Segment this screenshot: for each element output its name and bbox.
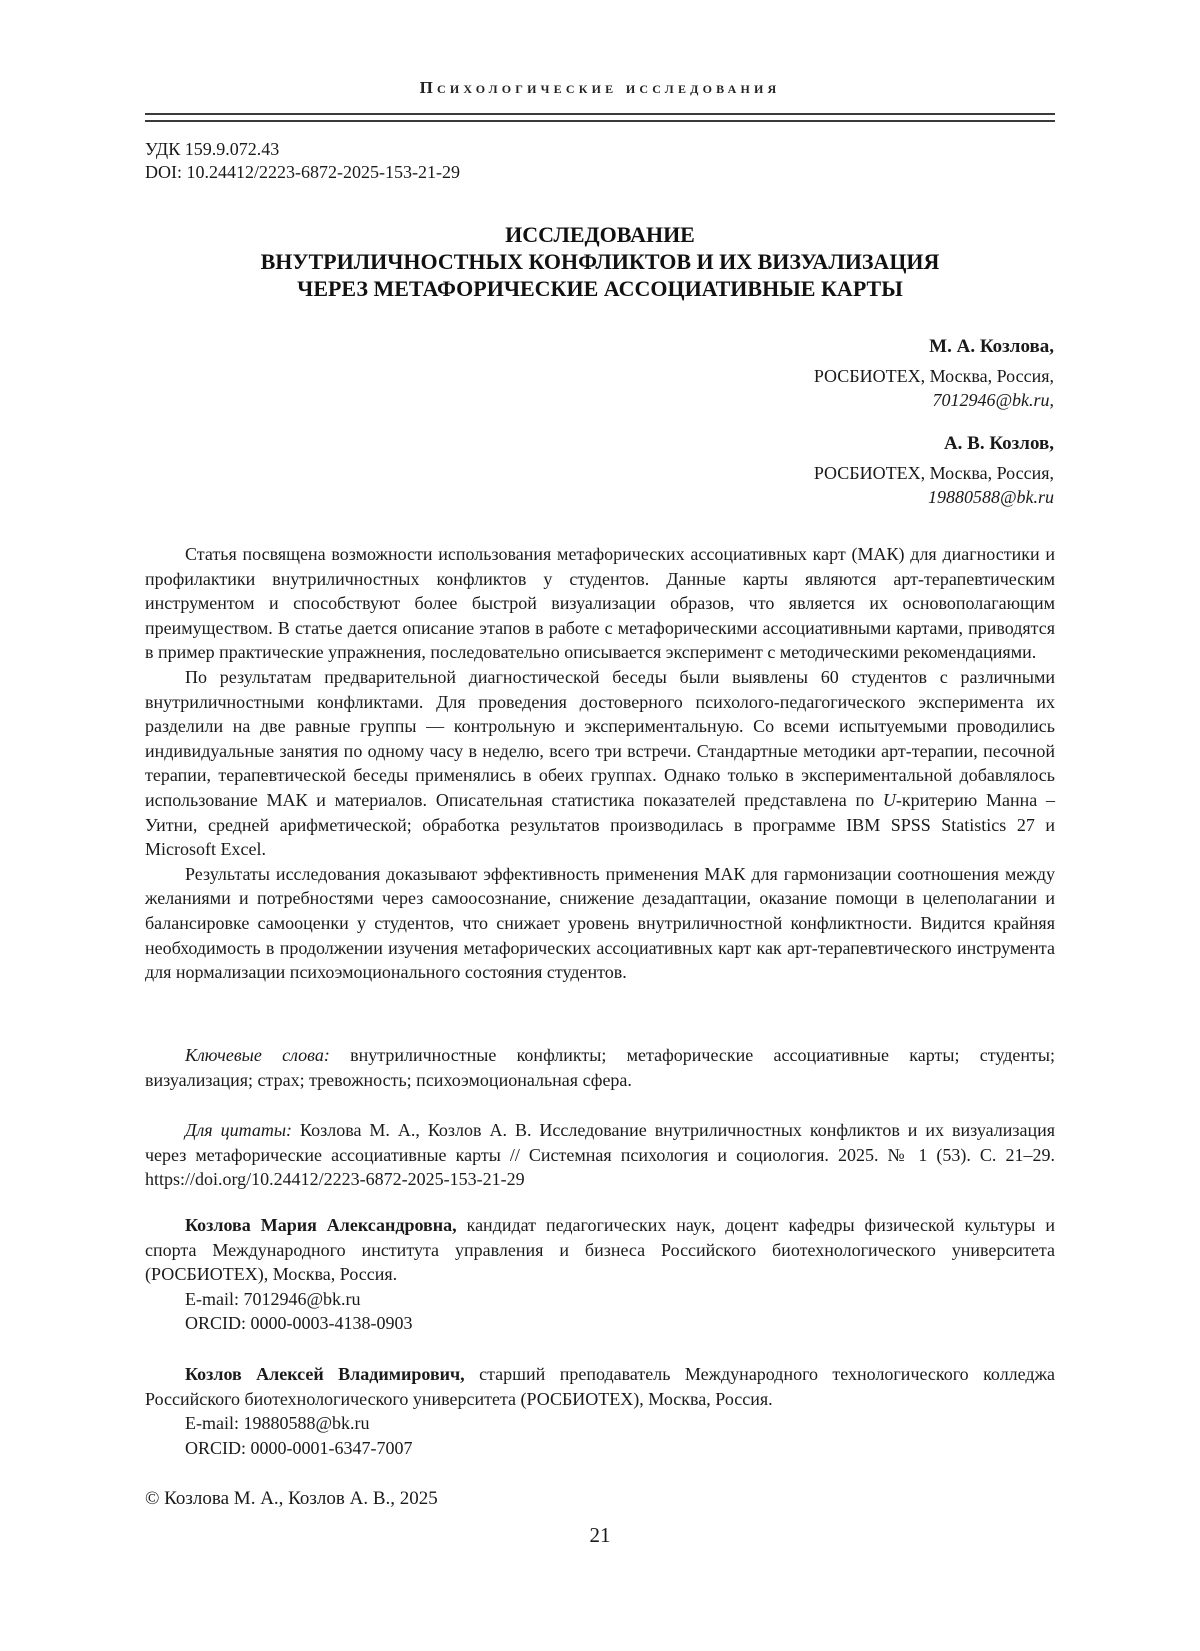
author — [814, 335, 1054, 412]
abstract-paragraph — [145, 665, 1055, 862]
header-rule-bottom — [145, 120, 1055, 122]
copyright: © Козлова М. А., Козлов А. В., 2025 — [145, 1488, 438, 1509]
author — [814, 432, 1054, 509]
header-rule-top — [145, 113, 1055, 115]
author-affiliation: РОСБИОТЕХ, Москва, Россия, — [813, 463, 1054, 483]
email-suffix: , — [1049, 390, 1054, 410]
author-bio — [145, 1213, 1055, 1336]
abstract-paragraph: Статья посвящена возможности использования метафорических ассоциативных карт (МАК) для диагностики и профилактики внутриличностных конфликтов у студентов. Данные карты являются арт-терапевтическим инструментом и способствуют более быстрой визуализации образов, что является их основополагающим преимуществом. В статье дается описание этапов в работе с метафорическими ассоциативными картами, приводятся в пример практические упражнения, последовательно описывается эксперимент с методическими рекомендациями. — [145, 544, 1055, 663]
title-line: ИССЛЕДОВАНИЕ — [505, 222, 695, 247]
abstract-paragraph: Результаты исследования доказывают эффективность применения МАК для гармонизации соотношения между желаниями и потребностями через самоосознание, снижение дезадаптации, оказание помощи в целеполагании и балансировке самооценки у студентов, что снижает уровень внутриличностной конфликтности. Видится крайняя необходимость в продолжении изучения метафорических ассоциативных карт как арт-терапевтического инструмента для нормализации психоэмоционального состояния студентов. — [145, 863, 1055, 983]
bio-text: старший преподаватель Международного технологического колледжа Российского биотехнологического университета (РОСБИОТЕХ), Москва, Россия. — [145, 1364, 1055, 1409]
keywords-label: Ключевые слова: — [185, 1045, 330, 1065]
article-title — [145, 221, 1055, 302]
bio-email: E-mail: 19880588@bk.ru — [185, 1413, 370, 1434]
title-line: ВНУТРИЛИЧНОСТНЫХ КОНФЛИКТОВ И ИХ ВИЗУАЛИЗАЦИЯ — [260, 249, 940, 274]
running-head: Психологические исследования — [419, 78, 781, 97]
bio-text: кандидат педагогических наук, доцент кафедры физической культуры и спорта Международного института управления и бизнеса Российского биотехнологического университета (РОСБИОТЕХ), Москва, Россия. — [145, 1215, 1055, 1285]
author-email[interactable]: 19880588@bk.ru — [927, 487, 1054, 507]
author-bio — [145, 1362, 1055, 1460]
udk-code: УДК 159.9.072.43 — [145, 139, 280, 159]
citation — [145, 1118, 1055, 1192]
author-affiliation: РОСБИОТЕХ, Москва, Россия, — [813, 366, 1054, 386]
keywords — [145, 1043, 1055, 1092]
doi: DOI: 10.24412/2223-6872-2025-153-21-29 — [145, 162, 460, 182]
bio-orcid: ORCID: 0000-0001-6347-7007 — [185, 1437, 413, 1458]
page-number: 21 — [589, 1523, 611, 1547]
abstract — [145, 542, 1055, 985]
bio-name: Козлов Алексей Владимирович, — [185, 1364, 465, 1384]
title-line: ЧЕРЕЗ МЕТАФОРИЧЕСКИЕ АССОЦИАТИВНЫЕ КАРТЫ — [297, 276, 903, 301]
citation-text: Козлова М. А., Козлов А. В. Исследование внутриличностных конфликтов и их визуализация через метафорические ассоциативные карты // Системная психология и социология. 2025. № 1 (53). С. 21–29. https://doi.org/10.24412/2223-6872-2025-153-21-29 — [145, 1120, 1055, 1190]
abstract-text: По результатам предварительной диагностической беседы были выявлены 60 студентов с различными внутриличностными конфликтами. Для проведения достоверного психолого-педагогического эксперимента их разделили на две равные группы — контрольную и экспериментальную. Со всеми испытуемыми проводились индивидуальные занятия по одному часу в неделю, всего три встречи. Стандартные методики арт-терапии, песочной терапии, терапевтической беседы применялись в обеих группах. Однако только в экспериментальной добавлялось использование МАК и материалов. Описательная статистика показателей представлена по — [145, 666, 1055, 810]
keywords-text: внутриличностные конфликты; метафорические ассоциативные карты; студенты; визуализация; страх; тревожность; психоэмоциональная сфера. — [145, 1045, 1055, 1090]
citation-label: Для цитаты: — [185, 1120, 293, 1140]
u-criterion-symbol: U — [882, 789, 896, 810]
bio-name: Козлова Мария Александровна, — [185, 1215, 457, 1235]
bio-email: E-mail: 7012946@bk.ru — [185, 1288, 361, 1309]
abstract-text: -критерию Манна – Уитни, средней арифметической; обработка результатов производилась в программе IBM SPSS Statistics 27 и Microsoft Excel. — [145, 789, 1055, 860]
author-name: А. В. Козлов, — [943, 433, 1054, 454]
author-list — [814, 335, 1054, 529]
bio-orcid: ORCID: 0000-0003-4138-0903 — [185, 1313, 413, 1334]
author-name: М. А. Козлова, — [929, 336, 1054, 357]
author-email[interactable]: 7012946@bk.ru — [932, 390, 1050, 410]
